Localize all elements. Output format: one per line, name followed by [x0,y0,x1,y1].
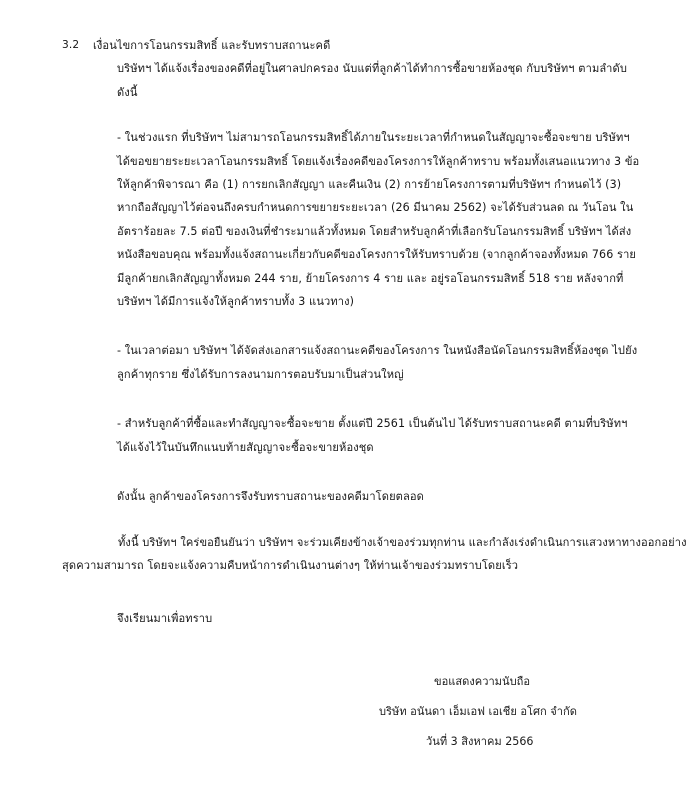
bullet-line: ได้แจ้งไว้ในบันทึกแนบท้ายสัญญาจะซื้อจะขายห้องชุด [117,440,374,454]
clause-number: 3.2 [62,39,80,51]
clause-intro-line-1: บริษัทฯ ได้แจ้งเรื่องของคดีที่อยู่ในศาลปกครอง นับแต่ที่ลูกค้าได้ทำการซื้อขายห้องชุด กับบริษัทฯ ตามลำดับ [117,62,627,76]
bullet-line: หนังสือขอบคุณ พร้อมทั้งแจ้งสถานะเกี่ยวกับคดีของโครงการให้รับทราบด้วย (จากลูกค้าจองทั้งหมด 766 ราย [117,248,637,262]
spacer [62,509,678,531]
bullet-line: - สำหรับลูกค้าที่ซื้อและทำสัญญาจะซื้อจะขาย ตั้งแต่ปี 2561 เป็นต้นไป ได้รับทราบสถานะคดี ตามที่บริษัทฯ [117,417,628,431]
clause-intro-line-2: ดังนี้ [117,85,138,99]
bullet-line: - ในเวลาต่อมา บริษัทฯ ได้จัดส่งเอกสารแจ้งสถานะคดีของโครงการ ในหนังสือนัดโอนกรรมสิทธิ์ห้องชุด ไปยัง [117,344,638,358]
bullet-later-documents [62,339,678,386]
bullet-line: บริษัทฯ ได้มีการแจ้งให้ลูกค้าทราบทั้ง 3 แนวทาง) [117,295,355,309]
bullet-since-2561 [62,412,678,459]
signature-regards: ขอแสดงความนับถือ [434,674,530,688]
clause-title: เงื่อนไขการโอนกรรมสิทธิ์ และรับทราบสถานะคดี [93,39,331,52]
conclusion-line: ดังนั้น ลูกค้าของโครงการจึงรับทราบสถานะของคดีมาโดยตลอด [117,490,424,504]
spacer [62,386,678,412]
closing-paragraph [62,531,687,578]
spacer [62,459,678,485]
bullet-line: - ในช่วงแรก ที่บริษัทฯ ไม่สามารถโอนกรรมสิทธิ์ได้ภายในระยะเวลาที่กำหนดในสัญญาจะซื้อจะขาย บริษัทฯ [117,131,630,145]
closing-paragraph-line: สุดความสามารถ โดยจะแจ้งความคืบหน้าการดำเนินงานต่างๆ ให้ท่านเจ้าของร่วมทราบโดยเร็ว [62,558,519,572]
notice-line: จึงเรียนมาเพื่อทราบ [117,612,213,626]
bullet-line: ลูกค้าทุกราย ซึ่งได้รับการลงนามการตอบรับมาเป็นส่วนใหญ่ [117,367,404,381]
bullet-line: อัตราร้อยละ 7.5 ต่อปี ของเงินที่ชำระมาแล้วทั้งหมด โดยสำหรับลูกค้าที่เลือกรับโอนกรรมสิทธิ์ บริษัทฯ ได้ส่ง [117,224,632,238]
spacer [62,313,678,339]
bullet-line: ให้ลูกค้าพิจารณา คือ (1) การยกเลิกสัญญา และคืนเงิน (2) การย้ายโครงการตามที่บริษัทฯ กำหนดไว้ (3) [117,178,622,192]
spacer [62,104,678,126]
signature-block [62,631,678,757]
signature-date: วันที่ 3 สิงหาคม 2566 [426,734,534,748]
bullet-line: ได้ขอขยายระยะเวลาโอนกรรมสิทธิ์ โดยแจ้งเรื่องคดีของโครงการให้ลูกค้าทราบ พร้อมทั้งเสนอแนวทาง 3 ข้อ [117,154,640,168]
bullet-first-period [62,126,678,313]
bullet-line: หากถือสัญญาไว้ต่อจนถึงครบกำหนดการขยายระยะเวลา (26 มีนาคม 2562) จะได้รับส่วนลด ณ วันโอน ใน [117,201,634,215]
spacer [62,577,678,607]
clause-heading [62,34,678,57]
signature-company: บริษัท อนันดา เอ็มเอฟ เอเชีย อโศก จำกัด [379,704,577,718]
bullet-line: มีลูกค้ายกเลิกสัญญาทั้งหมด 244 ราย, ย้ายโครงการ 4 ราย และ อยู่รอโอนกรรมสิทธิ์ 518 ราย หลังจากที่ [117,271,624,285]
closing-paragraph-line: ทั้งนี้ บริษัทฯ ใคร่ขอยืนยันว่า บริษัทฯ จะร่วมเคียงข้างเจ้าของร่วมทุกท่าน และกำลังเร่งดำเนินการแสวงหาทางออกอย่าง [118,535,687,549]
